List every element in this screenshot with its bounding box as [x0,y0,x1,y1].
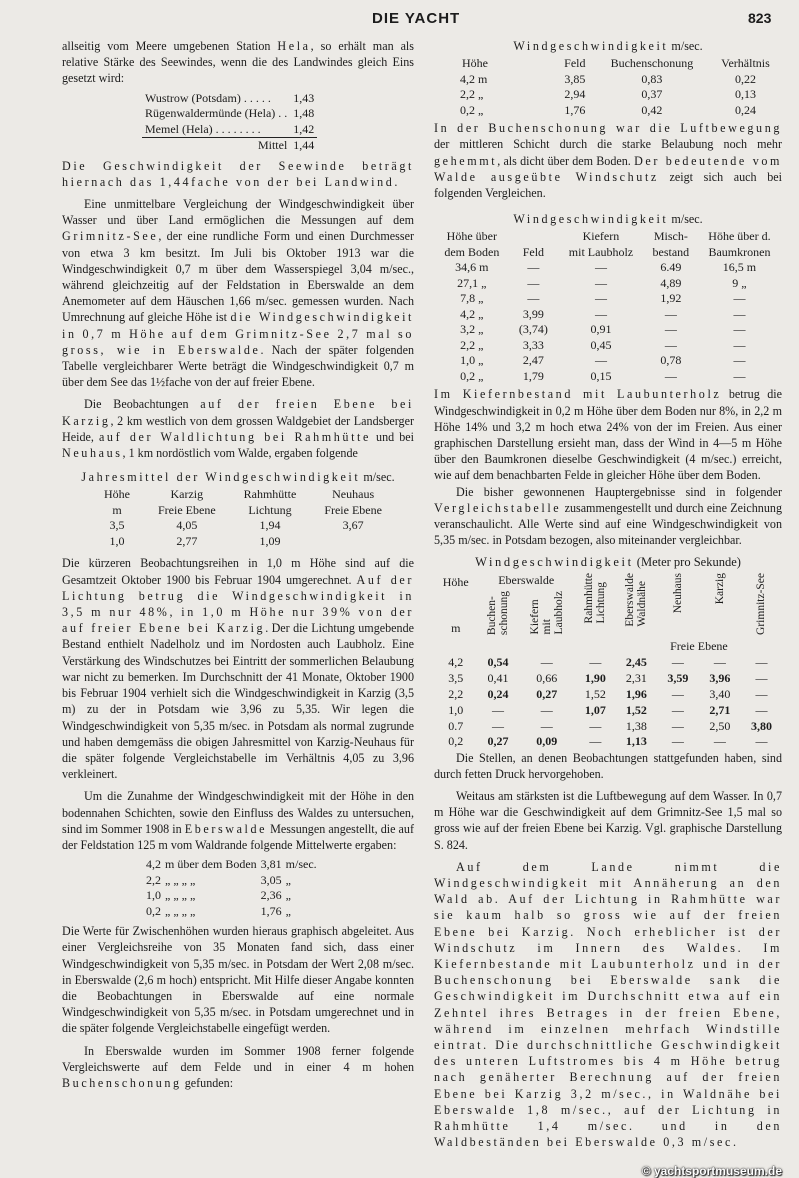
table-cell: 3,05 [260,872,282,887]
forest-comparison-table [434,229,782,384]
text-run: , der eine rundliche Form und einen Durchmesser von etwa 3 km besitzt. Im Juli bis Oktober 1913 war die Windgeschwindigkeit 0,7 m über dem Wasserspiegel 3,04 m/sec., während gleichzeitig auf der Feldstation in Eberswalde an dem Anemometer auf dem Häuschen 1,66 m/sec. gemessen wurden. Nach Umrechnung auf gleiche Höhe ist [62,229,414,325]
table-cell: — [492,702,505,717]
text-run: und bei [370,429,414,444]
text-run: In Eberswalde wurden im Sommer 1908 ferner folgende Vergleichswerte auf dem Felde und in einer 4 m hohen [62,1043,414,1074]
table-cell: — [594,306,607,321]
table-cell: 16,5 m [722,260,757,275]
table-cell: — [527,275,540,290]
column-header: Freie Ebene [324,502,382,517]
table-cell: „ [285,872,291,887]
table-cell: 1,13 [625,734,647,749]
table-cell: 2,71 [709,702,731,717]
table-cell: 9 „ [732,275,747,290]
table-row [456,72,782,88]
table-cell: 1,42 [290,122,317,138]
table-cell: — [527,260,540,275]
table-cell: 3,67 [342,518,364,533]
table-cell: — [527,291,540,306]
table-cell: — [755,734,768,749]
table-row [434,718,782,734]
table-cell: 0,2 „ [460,368,484,383]
text-run: betrug die Windgeschwindigkeit in 0,2 m Höhe über dem Boden nur 8%, in 2,2 m Höhe 14% und 3,2 m hoch etwa 24% von der im Freien. Aus einer graphischen Darstellung ersieht man, dass der Wind in 4—5 m Höhe über den Baumkronen dieselbe Geschwindigkeit (4 m/sec.) erreicht, wie auf dem benachbarten Felde in gleicher Höhe über dem Boden. [434,387,782,483]
text-run: Die Werte für Zwischenhöhen wurden hieraus graphisch abgeleitet. Aus einer Vergleichsreihe von 35 Monaten fand sich, dass einer Windgeschwindigkeit von 5,35 m/sec. in Potsdam der Wert 2,08 m/sec. in Eberswalde (2,6 m hoch) entspricht. Mit Hilfe dieser Angabe konnten die Beobachtungen in Eberswalde auf eine normale Windgeschwindigkeit von 5,35 m/sec. in Potsdam umgerechnet und in die später folgende Vergleichstabelle eingefügt werden. [62,924,414,1036]
list-row [142,122,317,138]
table-cell [310,487,396,518]
emphasized-text: Die Geschwindigkeit der Seewinde beträgt hiernach das 1,44fache von der bei Landwind. [62,158,414,189]
table-cell: — [492,718,505,733]
table-row [434,291,782,307]
table-cell: — [733,353,746,368]
table-cell: 2,2 [448,686,464,701]
table-row [90,518,396,534]
paragraph [62,555,414,782]
table-cell: 0,09 [536,734,558,749]
text-run: . Der die Lichtung umgebende Bestand enthielt Nadelholz und im Nordosten auch Laubholz. Eine Verstärkung des Windschutzes bei Eintritt der sommerlichen Belaubung war nicht zu bemerken. Im Durchschnitt der 41 Monate, Oktober 1900 bis Februar 1904 verhielt sich die Windgeschwindigkeit in Karzig (3,5 m) zu der in Potsdam wie 3,96 zu 5,35. Wir legen die Windgeschwindigkeit von 5,35 m/sec. in Potsdam als normal zugrunde und haben demgemäss die obigen Jahresmittel von Karzig-Neuhaus für die später folgende Vergleichstabelle im Verhältnis 4,05 zu 3,96 verkleinert. [62,621,414,782]
table-cell: 0,83 [641,71,663,86]
table-cell: 2,31 [625,670,647,685]
text-run: gefunden: [181,1075,234,1090]
column-header: Neuhaus [671,572,684,613]
text-run: Messungen angestellt, die auf der Feldstation 125 m vom Waldrande folgende Mittelwerte ergaben: [62,821,414,852]
table-cell: — [594,275,607,290]
column-header: Neuhaus [332,487,375,502]
emphasized-text: gehemmt [434,153,498,168]
table-cell: — [540,718,553,733]
table-cell: Buchenschonung [610,56,694,71]
text-run: der mittleren Schicht durch die starke Belaubung noch mehr [434,137,782,152]
table-cell: — [671,655,684,669]
table-cell [645,229,697,260]
table-row [434,353,782,369]
column-header: Kiefern mit Laubholz [528,591,565,635]
table-cell: m/sec. [285,857,317,872]
emphasized-text: Hela [277,39,311,53]
table-row [434,276,782,292]
table-row [456,103,782,119]
table-cell: — [755,702,768,717]
table-cell: 1,92 [660,291,682,306]
table-cell: 0,37 [641,87,663,102]
table-cell: 1,38 [625,718,647,733]
table-cell: 1,52 [625,702,647,717]
table-cell: „ [285,903,291,918]
text-run: allseitig vom Meere umgebenen Station [62,39,278,53]
table-row [434,338,782,354]
table-cell: 0,66 [536,670,558,685]
table-row [434,702,782,718]
text-run: Eine unmittelbare Vergleichung der Windgeschwindigkeit über Wasser und über Land ermöglichen die Messungen auf dem [62,197,414,228]
table-cell: 2,77 [176,533,198,548]
table-cell: 27,1 „ [457,275,487,290]
table-row [434,686,782,702]
text-run: Die bisher gewonnenen Hauptergebnisse sind in folgender [456,484,782,499]
table-cell: 1,44 [293,138,315,153]
emphasized-text: Auf der Lichtung betrug die Windgeschwindigkeit in 3,5 m nur 48%, in 1,0 m Höhe nur 39% von der auf freier Ebene bei Karzig [62,572,414,636]
emphasized-text: Buchenschonung [62,1075,182,1090]
column-header: dem Boden [444,244,500,259]
table-row [144,857,319,873]
table-cell: — [594,291,607,306]
table-cell [310,534,396,550]
table-row [434,734,782,750]
table-cell: 0.7 [448,718,464,733]
table-cell: 2,2 „ [460,87,484,102]
table-cell: 1,90 [584,670,606,685]
column-header: Freie Ebene [158,502,216,517]
table-cell: 4,2 [146,857,161,872]
table-cell: 1,96 [625,686,647,701]
table-cell: 1,0 [448,702,464,717]
emphasized-text: In der Buchenschonung war die Luftbewegung [434,121,782,136]
emphasized-text: Eberswalde [184,821,268,836]
table-cell: 3,40 [709,686,731,701]
table-row [434,369,782,385]
paragraph [62,923,414,1036]
column-header: Rahmhütte Lichtung [583,572,608,624]
table-cell: Wustrow (Potsdam) . . . . . [145,90,271,105]
table-cell: 0,27 [536,686,558,701]
table-cell: 0,2 [146,903,161,918]
column-header: Karzig [170,487,204,502]
watermark: © yachtsportmuseum.de [641,1164,782,1178]
table-cell: 1,07 [584,702,606,717]
table-cell: 0,15 [590,368,612,383]
paragraph [434,859,782,1151]
table-cell: 0,54 [487,655,509,669]
emphasized-text: die Windgeschwindigkeit in 0,7 m Höhe auf dem Grimnitz-See 2,7 mal so gross, wie in Eberswalde [62,310,414,357]
table-cell: „ „ „ „ [165,903,196,918]
table-cell: 3,96 [709,670,731,685]
text-run: , als dicht über dem Boden. [497,153,635,168]
text-run: Um die Zunahme der Windgeschwindigkeit mit der Höhe in den bodennahen Schichten, sowie den Einfluss des Waldes zu untersuchen, sind im Sommer 1908 in [62,789,414,836]
emphasized-text: Neuhaus [62,446,123,461]
table-cell: „ [285,888,291,903]
table-cell [657,573,699,639]
text-run: zusammengestellt und durch eine Zeichnung veranschaulicht. Alle Werte sind auf eine Windgeschwindigkeit von 5,35 m/sec. in Potsdam bezogen, also miteinander vergleichbar. [434,500,782,548]
table-cell: — [755,686,768,701]
table-cell: 1,52 [584,686,606,701]
table-cell: 3,80 [750,718,772,733]
table-cell: 0,2 „ [460,102,484,117]
table-cell: — [671,734,684,749]
annual-mean-table [90,487,396,549]
table-cell: 4,2 „ [460,306,484,321]
list-row [142,106,317,122]
table-cell: — [664,337,677,352]
table-cell: 0,22 [734,71,756,86]
table-cell: — [671,686,684,701]
table-cell: 0,42 [641,102,663,117]
column-header: m [112,502,122,517]
table-cell: 4,05 [176,518,198,533]
table-cell: 1,79 [522,368,544,383]
paragraph [62,38,414,87]
table-cell: 0,78 [660,353,682,368]
table-title: Jahresmittel der Windgeschwindigkeit m/sec. [81,470,395,485]
table-cell: Rügenwaldermünde (Hela) . . [145,106,288,121]
table-cell: 0,24 [487,686,509,701]
paragraph [434,386,782,483]
table-cell: — [540,702,553,717]
table-cell: Eberswalde [498,572,555,587]
table-cell: Freie Ebene [670,639,728,654]
column-header: Kiefern [582,229,620,244]
table-cell [144,487,230,518]
table-cell: 1,94 [259,518,281,533]
header-row [434,639,782,655]
table-cell [519,589,575,639]
table-cell: 4,2 [448,655,464,669]
table-cell: — [664,306,677,321]
table-cell: — [713,655,726,669]
table-cell: 0,2 [448,734,464,749]
text-run: , 2 km westlich von dem grossen Waldgebiet der Landsberger Heide, [62,413,414,444]
table-cell: — [733,291,746,306]
header-row [434,573,782,589]
table-cell [741,639,782,655]
table-cell: — [594,260,607,275]
table-cell: 0,91 [590,322,612,337]
table-cell: 1,09 [259,533,281,548]
paragraph [62,396,414,461]
table-cell: Memel (Hela) . . . . . . . . [142,122,290,138]
mean-row [142,138,317,154]
table-cell: 1,0 [146,888,161,903]
table-title: Windgeschwindigkeit m/sec. [513,212,703,227]
table-cell [230,487,311,518]
text-run: Die Stellen, an denen Beobachtungen stattgefunden haben, sind durch fetten Druck hervorgehoben. [434,750,782,781]
column-header: Höhe über d. [708,229,771,244]
table-cell [478,589,519,639]
table-cell: — [713,734,726,749]
table-row [144,904,319,920]
table-cell: 4,2 m [460,71,488,86]
table-cell: 1,76 [564,102,586,117]
table-cell: 4,89 [660,275,682,290]
table-row [434,655,782,671]
emphasized-text: Im Kiefernbestand mit Laubunterholz [434,387,722,402]
table-cell: 0,24 [734,102,756,117]
column-header: mit Laubholz [568,244,634,259]
table-cell: Mittel [257,138,288,153]
column-header: Buchen- schonung [486,590,511,635]
table-cell: — [733,337,746,352]
buchenschonung-table [456,56,782,118]
emphasized-text: Grimnitz-See [62,229,159,244]
table-row [434,260,782,276]
table-cell: 1,76 [260,903,282,918]
list-row [142,91,317,107]
table-cell: 2,36 [260,888,282,903]
text-run: Die kürzeren Beobachtungsreihen in 1,0 m Höhe sind auf die Gesamtzeit Oktober 1900 bis Februar 1904 umgerechnet. [62,556,414,587]
emphasized-text: Auf dem Lande nimmt die Windgeschwindigkeit mit Annäherung an den Wald ab. Auf der Lichtung in Rahmhütte war sie kaum halb so gross wie auf der freien Ebene bei Karzig. Noch erheblicher ist der Windschutz im Innern des Waldes. Im Kiefernbestande mit Laubunterholz und in der Buchenschonung bei Eberswalde sank die Geschwindigkeit im Durchschnitt etwa auf ein Zehntel ihres Betrages in der freien Ebene, während im einzelnen mehrfach Windstille eintrat. Die durchschnittliche Geschwindigkeit des unteren Luftstromes bis 4 m Höhe betrug nach genäherter Berechnung auf der freien Ebene bei Karzig 3,2 m/sec., in Waldnähe bei Eberswalde 1,8 m/sec., auf der Lichtung in Rahmhütte 1,4 m/sec. und in den Waldbeständen bei Eberswalde 0,3 m/sec. [434,859,782,1150]
table-cell: — [594,353,607,368]
column-header: bestand [652,244,690,259]
table-cell: — [755,655,768,669]
column-header: Eberswalde Waldnähe [624,572,649,627]
seewind-ratio-list [142,91,317,154]
table-cell: 3,81 [260,857,282,872]
table-cell [510,229,557,260]
right-column [434,38,782,1178]
table-cell: 2,2 „ [460,337,484,352]
table-cell: Feld [564,56,586,71]
paragraph [62,196,414,390]
journal-title: DIE YACHT [372,10,461,27]
text-run: . Nach der später folgenden Tabelle vergleichbarer Werte beträgt die Windgeschwindigkeit 0,7 m über dem See das 1½fache von der auf freier Ebene. [62,342,414,390]
table-row [434,322,782,338]
table-cell: — [589,718,602,733]
table-cell: Verhältnis [721,56,770,71]
table-cell: 3,85 [564,71,586,86]
column-header: Lichtung [248,502,292,517]
table-cell: 1,0 [109,533,125,548]
table-cell: — [664,368,677,383]
table-cell: 3,2 „ [460,322,484,337]
column-header: Feld [522,244,545,259]
text-run: Weitaus am stärksten ist die Luftbewegung auf dem Wasser. In 0,7 m Höhe war die Geschwindigkeit auf dem Grimnitz-See 1,5 mal so gross wie auf der freien Ebene bei Karzig. Vgl. graphische Darstellung S. 824. [434,789,782,852]
table-cell: m über dem Boden [165,857,257,872]
table-cell: 3,5 [448,670,464,685]
table-cell: 2,50 [709,718,731,733]
paragraph [62,158,414,190]
table-cell: — [589,734,602,749]
emphasized-text: Der bedeutende vom Walde ausgeübte Windschutz [434,153,782,184]
column-header: Baumkronen [708,244,771,259]
table-cell: 7,8 „ [460,291,484,306]
table-title: Windgeschwindigkeit m/sec. [513,39,703,53]
table-cell: — [671,718,684,733]
left-column [62,38,414,1091]
table-cell: 3,5 [109,518,125,533]
table-row [434,671,782,687]
table-cell: 6.49 [660,260,682,275]
table-cell: 0,41 [487,670,509,685]
table-title: Windgeschwindigkeit (Meter pro Sekunde) [475,555,741,570]
column-header: Höhe [442,574,469,589]
table-cell [699,573,741,639]
table-cell: 3,99 [522,306,544,321]
emphasized-text: Vergleichstabelle [434,500,562,515]
paragraph [434,750,782,782]
paragraph [434,788,782,853]
table-cell: 2,45 [625,655,647,669]
table-cell [741,573,782,639]
table-row [456,87,782,103]
table-cell: „ „ „ „ [165,888,196,903]
column-header: Höhe über [446,229,497,244]
table-cell: — [671,702,684,717]
paragraph [434,120,782,201]
table-cell: — [589,655,602,669]
text-run: Die Beobachtungen [84,397,201,412]
table-cell: 2,2 [146,872,161,887]
table-cell [575,573,616,639]
table-row [90,534,396,550]
table-cell [434,229,510,260]
table-cell: 34,6 m [455,260,489,275]
text-run: zeigt sich auch bei folgenden Vergleichen. [434,169,782,201]
table-cell: — [733,322,746,337]
table-cell: — [540,655,553,669]
unit-label: m [451,621,461,636]
page-number: 823 [748,10,772,26]
column-header: Grimnitz-See [755,572,768,635]
table-cell: — [733,306,746,321]
table-row [144,888,319,904]
emphasized-text: auf der Waldlichtung bei Rahmhütte [98,429,371,444]
text-run: , so erhält man als relative Stärke des Seewindes, wenn die des Landwindes gleich Eins gesetzt wird: [62,39,414,86]
comparison-table [434,573,782,748]
paragraph [62,1043,414,1092]
table-cell: 0,13 [734,87,756,102]
paragraph [62,788,414,853]
table-cell [697,229,782,260]
height-values-list [144,857,319,919]
table-cell: 1,0 „ [460,353,484,368]
column-header: Karzig [713,572,726,604]
table-cell: 0,45 [590,337,612,352]
table-cell [434,639,657,655]
paragraph [434,484,782,549]
table-cell: 3,33 [522,337,544,352]
table-cell: — [755,670,768,685]
column-header: Misch- [653,229,688,244]
table-cell: — [733,368,746,383]
table-cell: 0,27 [487,734,509,749]
table-cell: 2,47 [522,353,544,368]
table-cell: 1,43 [293,90,315,105]
table-cell [557,229,645,260]
table-cell: 2,94 [564,87,586,102]
column-header: Höhe [104,487,130,502]
table-cell: 3,59 [667,670,689,685]
table-row [434,307,782,323]
table-cell: (3,74) [518,322,548,337]
text-run: , 1 km nordöstlich vom Walde, ergaben folgende [122,446,358,461]
column-header: Rahmhütte [243,487,297,502]
table-cell: 1,48 [293,106,315,121]
table-cell: „ „ „ „ [165,872,196,887]
table-cell [90,487,144,518]
table-row [144,873,319,889]
table-cell [434,573,478,639]
table-cell [616,573,657,639]
emphasized-text: auf der freien Ebene bei Karzig [62,397,414,428]
table-cell: — [664,322,677,337]
table-cell: Höhe [462,56,488,71]
